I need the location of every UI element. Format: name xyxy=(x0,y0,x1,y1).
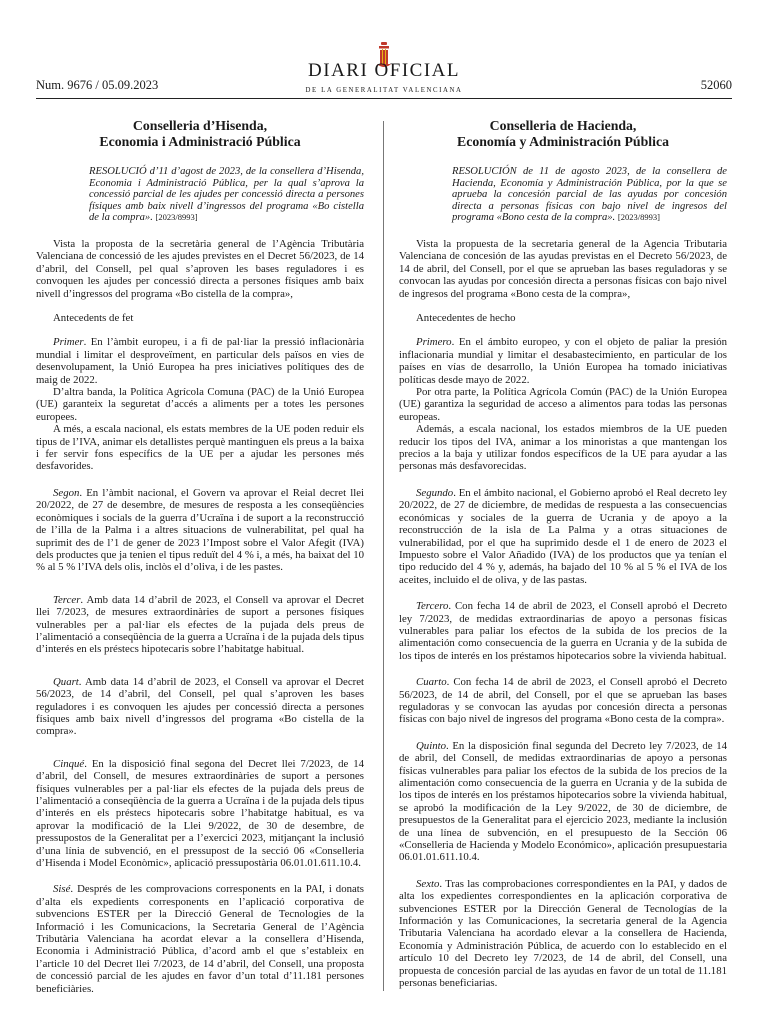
column-divider xyxy=(383,121,384,991)
intro-paragraph: Vista la propuesta de la secretaria general de la Agencia Tributaria Valenciana de concesión de las ayudas previstas en el Decreto 56/2023, de 14 de abril, del Consell, por el que se aprueban las bases reguladoras y se convocan las ayudas por concesión directa a personas físicas con bajo nivel de ingresos del programa «Bono cesta de la compra», xyxy=(399,237,727,300)
paragraph-label: Segon xyxy=(53,486,80,499)
heading-line-1: Conselleria de Hacienda, xyxy=(489,118,637,133)
paragraph-label: Quinto xyxy=(416,739,446,752)
paragraph-label: Quart xyxy=(53,675,79,688)
page-number: 52060 xyxy=(700,78,732,92)
paragraph-text: . En l’àmbit nacional, el Govern va aprovar el Reial decret llei 20/2022, de 27 de desembre, de mesures de resposta a les conseqüències econòmiques i socials de la guerra d’Ucraïna i de suport a la reconstrucció de l’illa de la Palma i a altres situacions de vulnerabilitat, pel qual ha suprimit des de l’1 de gener de 2023 l’Impost sobre el Valor Afegit (IVA) dels productes que ja tenien el tipus reduït del 4 % i, a més, ha baixat del 10 % al 5 % l’IVA dels olis, inclòs el d’oliva, i de les pastes. xyxy=(36,486,364,574)
paragraph-1 xyxy=(399,336,727,386)
paragraph-text: . En la disposición final segunda del Decreto ley 7/2023, de 14 de abril, del Consell, de medidas extraordinarias de apoyo a personas físicas vulnerables para paliar los efectos de la subida de los precios de la alimentación como consecuencia de la guerra en Ucrania y de la subida de los tipos de interés en los préstamos hipotecarios sobre la vivienda habitual, se aprobó la modificación de la Ley 9/2022, de 30 de diciembre, de presupuestos de la Generalitat para el ejercicio 2023, mediante la inclusión de una línea de subvención, en el presupuesto de la Sección 06 «Conselleria de Hacienda y Modelo Económico», aplicación presupuestaria 06.01.01.611.10.4. xyxy=(399,739,727,864)
column-spanish xyxy=(399,118,727,990)
section-heading: Antecedents de fet xyxy=(53,312,134,324)
resolution-ref: [2023/8993] xyxy=(155,212,198,223)
paragraph-4 xyxy=(36,676,364,738)
paragraph-label: Primero xyxy=(416,336,452,349)
paragraph-6 xyxy=(36,883,364,995)
heading-line-2: Economia i Administració Pública xyxy=(99,134,301,149)
paragraph-label: Tercero xyxy=(416,600,449,613)
paragraph-1 xyxy=(36,336,364,386)
paragraph-3 xyxy=(399,600,727,662)
intro-paragraph: Vista la proposta de la secretària general de l’Agència Tributària Valenciana de concessió de les ajudes previstes en el Decret 56/2023, de 14 d’abril, del Consell, pel qual s’aproven les bases reguladores i es convoquen les ajudes per concessió directa a persones físiques amb baix nivell d’ingressos del programa «Bo cistella de la compra», xyxy=(36,237,364,300)
paragraph-text: . Con fecha 14 de abril de 2023, el Consell aprobó el Decreto 56/2023, de 14 de abril, del Consell, por el que se aprueban las bases reguladoras y se convocan las ayudas por concesión directa a personas físicas con bajo nivel de ingresos del programa «Bono cesta de la compra». xyxy=(399,676,727,726)
section-heading: Antecedentes de hecho xyxy=(416,312,516,324)
paragraph-5 xyxy=(36,758,364,870)
resolution-ref: [2023/8993] xyxy=(617,212,660,223)
header-rule xyxy=(36,98,732,99)
paragraph-4 xyxy=(399,676,727,726)
paragraph-1b: Por otra parte, la Política Agrícola Común (PAC) de la Unión Europea (UE) garantiza la seguridad de acceso a alimentos para todas las personas europeas. xyxy=(399,386,727,423)
paragraph-label: Primer xyxy=(53,336,84,349)
paragraph-text: . Con fecha 14 de abril de 2023, el Consell aprobó el Decreto ley 7/2023, de medidas extraordinarias de apoyo a personas físicas vulnerables para paliar los efectos de la subida de los precios de la alimentación como consecuencia de la guerra en Ucrania y de la subida de los tipos de interés en los préstamos hipotecarios sobre la vivienda habitual. xyxy=(399,600,727,662)
resolution-text: RESOLUCIÓ d’11 d’agost de 2023, de la consellera d’Hisenda, Economia i Administració Pública, per la qual s’aprova la concessió parcial de les ajudes per concessió directa a persones físiques amb baix nivell d’ingressos del programa «Bo cistella de la compra». xyxy=(89,166,364,224)
issue-number: Num. 9676 / 05.09.2023 xyxy=(36,78,159,92)
paragraph-text: . En el ámbito europeo, y con el objeto de paliar la presión inflacionaria mundial y limitar el desabastecimiento, en particular de los países en vías de desarrollo, la Unión Europea ha tomado iniciativas políticas desde mayo de 2022. xyxy=(399,336,727,386)
paragraph-label: Cuarto xyxy=(416,676,447,689)
paragraph-text: . En el ámbito nacional, el Gobierno aprobó el Real decreto ley 20/2022, de 27 de diciembre, de medidas de respuesta a las consecuencias económicas y sociales de la guerra de Ucrania y de apoyo a la reconstrucción de la isla de La Palma y a otras situaciones de vulnerabilidad, por el que ha suprimido desde el 1 de enero de 2023 el Impuesto sobre el Valor Añadido (IVA) de los productos que ya tenían el tipo reducido del 4 % y, además, ha bajado del 10 % al 5 % el IVA de los aceites, incluido el de oliva, y de las pastas. xyxy=(399,486,727,586)
paragraph-label: Segundo xyxy=(416,486,454,499)
heading-line-1: Conselleria d’Hisenda, xyxy=(132,118,268,133)
paragraph-label: Sisé xyxy=(53,883,71,896)
paragraph-1b: D’altra banda, la Política Agrícola Comuna (PAC) de la Unió Europea (UE) garanteix la seguretat d’accés a aliments per a totes les persones europees. xyxy=(36,386,364,423)
paragraph-label: Sexto xyxy=(416,877,440,890)
page-header xyxy=(0,0,768,112)
gazette-subtitle: DE LA GENERALITAT VALENCIANA xyxy=(305,87,463,94)
department-heading xyxy=(399,118,727,150)
department-heading xyxy=(36,118,364,150)
paragraph-text: . Amb data 14 d’abril de 2023, el Consell va aprovar el Decret 56/2023, de 14 d’abril, del Consell, pel qual s’aproven les bases reguladores i es convoquen les ajudes per concessió directa a persones físiques amb baix nivell d’ingressos del programa «Bo cistella de la compra». xyxy=(36,675,364,738)
paragraph-3 xyxy=(36,594,364,656)
gazette-title: DIARI OFICIAL xyxy=(308,60,460,81)
paragraph-2 xyxy=(36,487,364,574)
paragraph-text: . Amb data 14 d’abril de 2023, el Consell va aprovar el Decret llei 7/2023, de mesures extraordinàries de suport a persones físiques vulnerables per a pal·liar els efectes de la pujada dels preus de l’alimentació a conseqüència de la guerra a Ucraïna i de la pujada dels tipus d’interés en els préstecs hipotecaris sobre l’habitatge habitual. xyxy=(36,593,364,656)
paragraph-text: . En l’àmbit europeu, i a fi de pal·liar la pressió inflacionària mundial i limitar el desproveïment, en particular dels països en vies de desenvolupament, la Unió Europea ha pres iniciatives polítiques des de maig de 2022. xyxy=(36,336,364,386)
paragraph-2 xyxy=(399,487,727,586)
paragraph-text: . Tras las comprobaciones correspondientes en la PAI, y dados de alta los expedientes correspondientes en la aplicación corporativa de subvenciones ESTER por la Dirección General de Tecnologías de la Información y las Comunicaciones, la secretaria general de la Agencia Tributaria Valenciana ha acordado elevar a la consellera de Hacienda, Economía y Administración Pública, de acuerdo con lo establecido en el artículo 10 del Decreto ley 7/2023, de 14 de abril, del Consell, una propuesta de concesión parcial de las ayudas en favor de un total de 11.181 personas beneficiarias. xyxy=(399,877,727,990)
paragraph-text: . En la disposició final segona del Decret llei 7/2023, de 14 d’abril, del Consell, de mesures extraordinàries de suport a persones físiques vulnerables per a pal·liar els efectes de la pujada dels preus de l’alimentació a conseqüència de la guerra a Ucraïna i de la pujada dels tipus d’interés en els préstecs hipotecaris sobre l’habitatge habitual, es va aprovar la modificació de la Llei 9/2022, de 30 de desembre, de pressupostos de la Generalitat per a l’exercici 2023, mitjançant la inclusió d’una línia de subvenció, en el pressupost de la secció 06 «Conselleria d’Hisenda i Model Econòmic», aplicació pressupostària 06.01.01.611.10.4. xyxy=(36,757,364,870)
heading-line-2: Economía y Administración Pública xyxy=(457,134,669,149)
resolution-summary xyxy=(399,166,727,224)
paragraph-label: Tercer xyxy=(53,593,81,606)
paragraph-5 xyxy=(399,740,727,864)
column-valencian xyxy=(36,118,364,995)
paragraph-1c: Además, a escala nacional, los estados miembros de la UE pueden reducir los tipos del IVA, animar a los minoristas a que mantengan los precios a la baja y utilizar fondos específicos de la UE para ayudar a las personas más desfavorecidas. xyxy=(399,423,727,473)
paragraph-6 xyxy=(399,878,727,990)
resolution-summary xyxy=(36,166,364,224)
paragraph-label: Cinqué xyxy=(53,757,85,770)
paragraph-1c: A més, a escala nacional, els estats membres de la UE poden reduir els tipus de l’IVA, animar els detallistes perquè mantinguen els preus a la baixa i fer servir fons específics de la UE per a ajudar les persones més desfavorides. xyxy=(36,423,364,473)
resolution-text: RESOLUCIÓN de 11 de agosto 2023, de la consellera de Hacienda, Economía y Administración Pública, por la que se aprueba la concesión parcial de las ayudas por concesión directa a personas físicas con bajo nivel de ingresos del programa «Bono cesta de la compra». xyxy=(452,166,727,224)
paragraph-text: . Després de les comprovacions corresponents en la PAI, i donats d’alta els expedients corresponents en l’aplicació corporativa de subvencions ESTER per la Direcció General de Tecnologies de la Informació i les Comunicacions, la Secretaria General de l’Agència Tributària Valenciana ha acordat elevar a la consellera d’Hisenda, Economia i Administració Pública, d’acord amb el que s’estableix en l’article 10 del Decret llei 7/2023, de 14 d’abril, del Consell, una proposta de concessió parcial de les ajudes en favor d’un total d’11.181 persones beneficiàries. xyxy=(36,883,364,995)
